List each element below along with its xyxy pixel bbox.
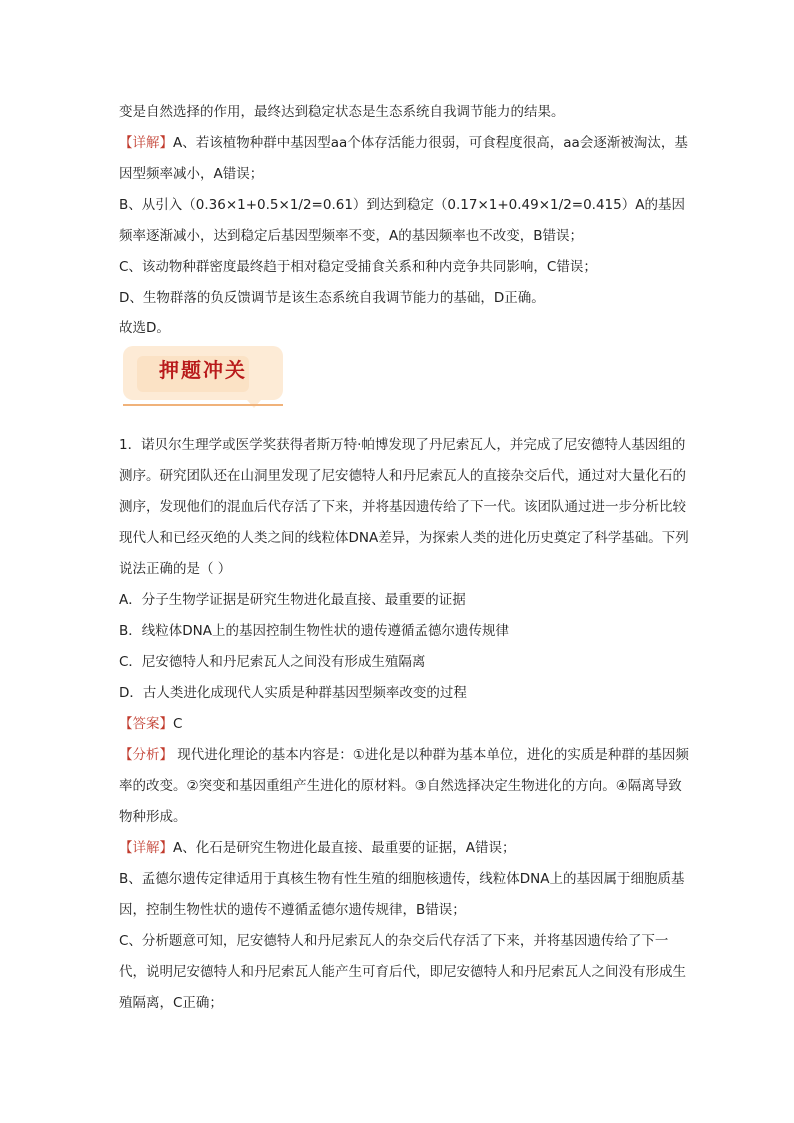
prev-analysis-line: 变是自然选择的作用，最终达到稳定状态是生态系统自我调节能力的结果。 [119, 104, 565, 120]
detail-A-text: A、若该植物种群中基因型aa个体存活能力很弱，可食程度很高，aa会逐渐被淘汰，基因型频率减小，A错误； [119, 135, 688, 182]
badge-title: 押题冲关 [159, 358, 247, 382]
detail-A [119, 833, 689, 864]
detail-tag: 【详解】 [119, 135, 173, 151]
prev-detail-D: D、生物群落的负反馈调节是该生态系统自我调节能力的基础，D正确。 [119, 290, 545, 306]
option-B: B．线粒体DNA上的基因控制生物性状的遗传遵循孟德尔遗传规律 [119, 623, 509, 639]
analysis-tag: 【分析】 [119, 747, 173, 763]
prev-detail-C: C、该动物种群密度最终趋于相对稳定受捕食关系和种内竞争共同影响，C错误； [119, 259, 597, 275]
option-D: D．古人类进化成现代人实质是种群基因型频率改变的过程 [119, 685, 467, 701]
detail-C: C、分析题意可知，尼安德特人和丹尼索瓦人的杂交后代存活了下来，并将基因遗传给了下一代，说明尼安德特人和丹尼索瓦人能产生可育后代，即尼安德特人和丹尼索瓦人之间没有形成生殖隔离，C正确； [119, 933, 686, 1011]
option-A: A．分子生物学证据是研究生物进化最直接、最重要的证据 [119, 592, 466, 608]
answer-value: C [173, 716, 183, 732]
content-area [119, 97, 689, 1019]
prev-detail-B: B、从引入（0.36×1+0.5×1/2=0.61）到达到稳定（0.17×1+0.49×1/2=0.415）A的基因频率逐渐减小，达到稳定后基因型频率不变，A的基因频率也不改变，B错误； [119, 197, 685, 244]
prev-detail-A [119, 128, 689, 190]
answer-line [119, 709, 689, 740]
badge-underline [123, 404, 283, 406]
badge-bubble [123, 346, 283, 400]
detail-tag-2: 【详解】 [119, 840, 173, 856]
section-badge [119, 346, 689, 412]
detail-A-text-2: A、化石是研究生物进化最直接、最重要的证据，A错误； [173, 840, 516, 856]
prev-choose: 故选D。 [119, 320, 170, 336]
analysis-text: 现代进化理论的基本内容是：①进化是以种群为基本单位，进化的实质是种群的基因频率的改变。②突变和基因重组产生进化的原材料。③自然选择决定生物进化的方向。④隔离导致物种形成。 [119, 747, 689, 825]
analysis-paragraph [119, 740, 689, 833]
question-stem: 1．诺贝尔生理学或医学奖获得者斯万特·帕博发现了丹尼索瓦人，并完成了尼安德特人基因组的测序。研究团队还在山洞里发现了尼安德特人和丹尼索瓦人的直接杂交后代，通过对大量化石的测序，发现他们的混血后代存活了下来，并将基因遗传给了下一代。该团队通过进一步分析比较现代人和已经灭绝的人类之间的线粒体DNA差异，为探索人类的进化历史奠定了科学基础。下列说法正确的是（ ） [119, 437, 689, 577]
detail-B: B、孟德尔遗传定律适用于真核生物有性生殖的细胞核遗传，线粒体DNA上的基因属于细胞质基因，控制生物性状的遗传不遵循孟德尔遗传规律，B错误； [119, 871, 685, 918]
option-C: C．尼安德特人和丹尼索瓦人之间没有形成生殖隔离 [119, 654, 426, 670]
answer-tag: 【答案】 [119, 716, 173, 732]
